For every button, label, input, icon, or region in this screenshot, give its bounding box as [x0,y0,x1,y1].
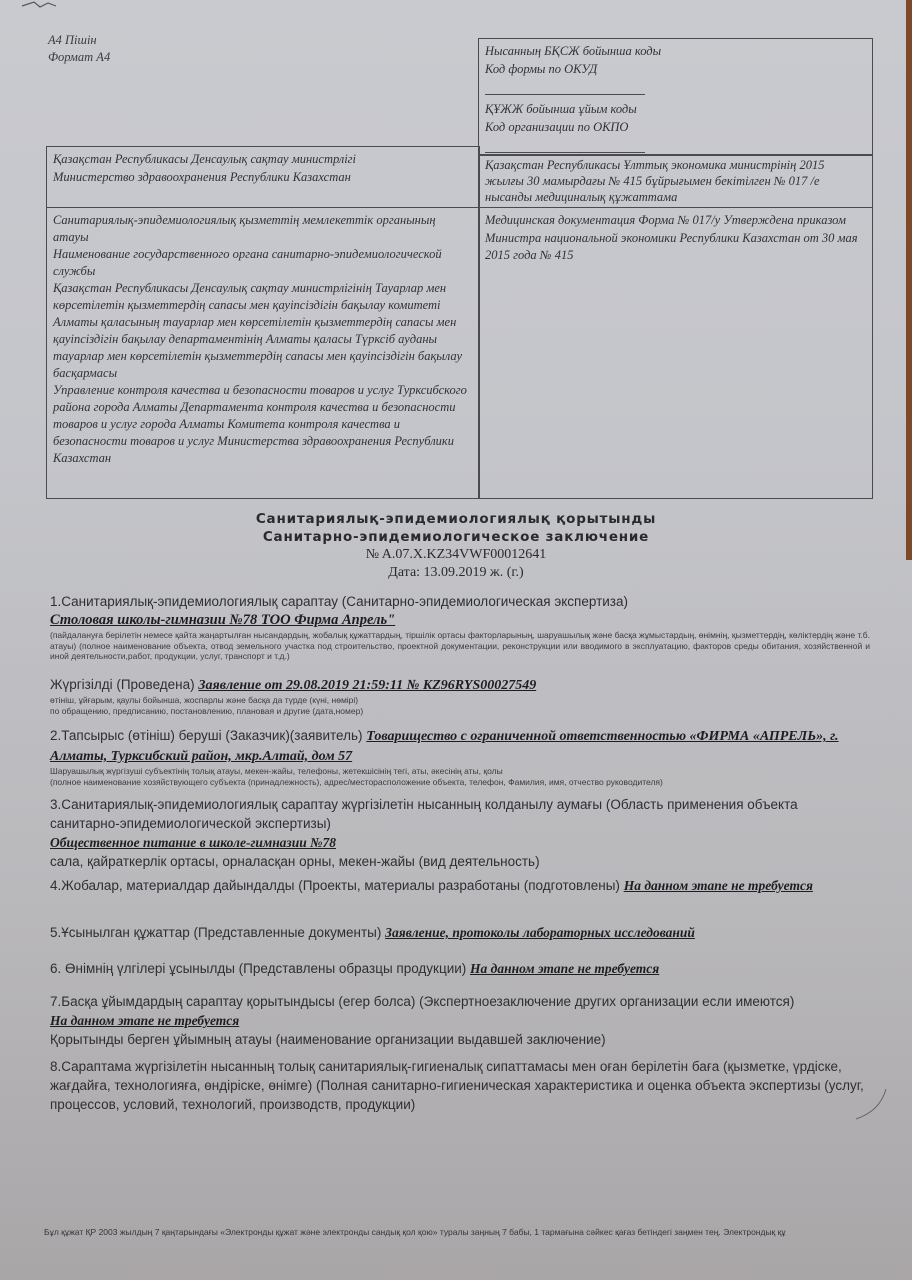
section-4-value: На данном этапе не требуется [623,878,813,893]
okud-label-kz: Нысанның БҚСЖ бойынша коды [485,44,662,58]
approval-ru-cell [478,207,873,499]
form-format-label [48,32,110,66]
section-8-label: 8.Сараптама жүргізілетін нысанның толық санитариялық-гигиеналық сипаттамасы мен оған берілетін баға (қызметке, үрдіске, жағдайға, технологияға, өндіріске, өнімге) (Полная санитарно-гигиеническая характеристика и оценка объекта экспертизы (услуг, процессов, условий, технологий, производств, продукции) [50,1059,864,1112]
okpo-label-kz: ҚҰЖЖ бойынша ұйым коды [485,102,637,116]
legal-footer: Бұл құжат ҚР 2003 жылдың 7 қаңтарындағы «Электронды құжат және электронды сандық қол қою» туралы заңның 7 бабы, 1 тармағына сәйкес қағаз бетіндегі заңмен тең. Электрондық құ [44,1227,786,1237]
section-8 [50,1057,870,1114]
section-6-label: 6. Өнімнің үлгілері ұсынылды (Представлены образцы продукции) [50,961,467,976]
agency-cell [46,207,480,499]
conducted-note-kz: өтініш, ұйғарым, қаулы бойынша, жоспарлы және басқа да түрде (күні, нөмірі) [50,695,359,705]
approval-kz: Қазақстан Республикасы Ұлттық экономика министрінің 2015 жылғы 30 мамырдағы № 415 бұйрығымен бекітілген № 017 /е нысанды медициналық құжаттама [485,158,825,204]
section-2-note-ru: (полное наименование хозяйствующего субъекта (принадлежность), адрес/месторасположение объекта, телефон, Фамилия, имя, отчество руководителя) [50,776,663,787]
okud-code-field [485,78,645,95]
section-1-note: (пайдалануға берілетін немесе қайта жаңартылған нысандардың, жобалық құжаттардың, тіршілік ортасы факторларының, шаруашылық және басқа жұмыстардың, өнімнің, қызметтердің, көліктердің және т.б. атауы) (полное наименование объекта, отвод земельного участка под строительство, проектной документации, реконструкции или вводимого в эксплуатацию, факторов среды обитания, хозяйственной и иной деятельности,работ, продукции, услуг, транспорт и т.д.) [50,630,870,661]
ministry-ru: Министерство здравоохранения Республики Казахстан [53,169,351,184]
section-5-label: 5.Ұсынылган құжаттар (Представленные документы) [50,925,382,940]
form-format-ru: Формат А4 [48,50,111,64]
conducted-note-ru: по обращению, предписанию, постановлению, плановая и другие (дата,номер) [50,705,364,716]
approval-kz-cell [478,154,873,208]
section-3-note: сала, қайраткерлік ортасы, орналасқан орны, мекен-жайы (вид деятельность) [50,854,540,869]
form-codes-box [478,38,873,156]
section-1-value: Столовая школы-гимназии №78 ТОО Фирма Апрель" [50,612,396,628]
agency-label-kz: Санитариялық-эпидемиологиялық қызметтің мемлекеттік органының атауы [53,213,436,244]
section-2-note-kz: Шаруашылық жүргізуші субъектінің толық атауы, мекен-жайы, телефоны, жетекшісінің тегі, аты, әкесінің аты, қолы [50,766,503,776]
section-1-label: 1.Санитариялық-эпидемиологиялық сараптау (Санитарно-эпидемиологическая экспертиза) [50,594,629,609]
section-7 [50,992,870,1049]
title-kz: Санитариялық-эпидемиологиялық қорытынды [255,511,657,527]
section-5-value: Заявление, протоколы лабораторных исследований [385,925,695,940]
ministry-cell [46,146,480,208]
conclusion-date: Дата: 13.09.2019 ж. (г.) [388,565,524,580]
section-4-label: 4.Жобалар, материалдар дайындалды (Проекты, материалы разработаны (подготовлены) [50,878,620,893]
section-2-label: 2.Тапсырыс (өтініш) беруші (Заказчик)(заявитель) [50,728,363,743]
document-title [0,510,912,582]
section-7-label: 7.Басқа ұйымдардың сараптау қорытындысы (егер болса) (Экспертноезаключение других организации если имеются) [50,994,795,1009]
conducted-label: Жүргізілді (Проведена) [50,677,195,692]
section-6-value: На данном этапе не требуется [470,961,660,976]
agency-label-ru: Наименование государственного органа санитарно-эпидемиологической службы [53,247,442,278]
conclusion-number: № A.07.X.KZ34VWF00012641 [365,547,547,562]
section-conducted [50,675,870,716]
okpo-label-ru: Код организации по ОКПО [485,119,629,134]
pen-scribble-mark [20,0,60,10]
title-ru: Санитарно-эпидемиологическое заключение [262,529,650,545]
okpo-code-field [485,136,645,153]
section-5 [50,923,870,942]
agency-name-kz: Қазақстан Республикасы Денсаулық сақтау министрлігінің Тауарлар мен көрсетілетін қызметтердің сапасы мен қауіпсіздігін бақылау комитеті Алматы қаласының тауарлар мен көрсетілетін қызметтердің сапасы мен қауіпсіздігін бақылау департаментінің Алматы қаласы Түрксіб ауданы тауарлар мен көрсетілетін қызметтердің сапасы мен қауіпсіздігін бақылау басқармасы [53,281,463,380]
section-4 [50,876,870,895]
section-6 [50,959,870,978]
section-7-note: Қорытынды берген ұйымның атауы (наименование организации выдавшей заключение) [50,1032,606,1047]
conducted-value: Заявление от 29.08.2019 21:59:11 № KZ96RYS00027549 [198,678,537,693]
section-2 [50,726,870,787]
ministry-kz: Қазақстан Республикасы Денсаулық сақтау министрлігі [53,152,357,166]
approval-ru: Медицинская документация Форма № 017/у Утверждена приказом Министра национальной экономики Республики Казахстан от 30 мая 2015 года № 415 [485,213,858,262]
agency-name-ru: Управление контроля качества и безопасности товаров и услуг Турксибского района города Алматы Департамента контроля качества и безопасности товаров и услуг города Алматы Комитета контроля качества и безопасности товаров и услуг Министерства здравоохранения Республики Казахстан [53,383,467,465]
section-1 [50,592,870,662]
section-3-value: Общественное питание в школе-гимназии №78 [50,835,336,850]
section-7-value: На данном этапе не требуется [50,1013,240,1028]
pen-stroke-mark [850,1085,890,1125]
section-3 [50,795,870,871]
section-3-label: 3.Санитариялық-эпидемиологиялық сараптау жүргізілетін нысанның колданылу аумағы (Область применения объекта санитарно-эпидемиологической экспертизы) [50,797,798,831]
section-2-value: Товарищество с ограниченной ответственностью «ФИРМА «АПРЕЛЬ», г. Алматы, Турксибский район, мкр.Алтай, дом 57 [50,729,839,764]
wooden-edge [906,0,912,560]
form-format-kz: А4 Пішін [48,33,97,47]
okud-label-ru: Код формы по ОКУД [485,61,598,76]
